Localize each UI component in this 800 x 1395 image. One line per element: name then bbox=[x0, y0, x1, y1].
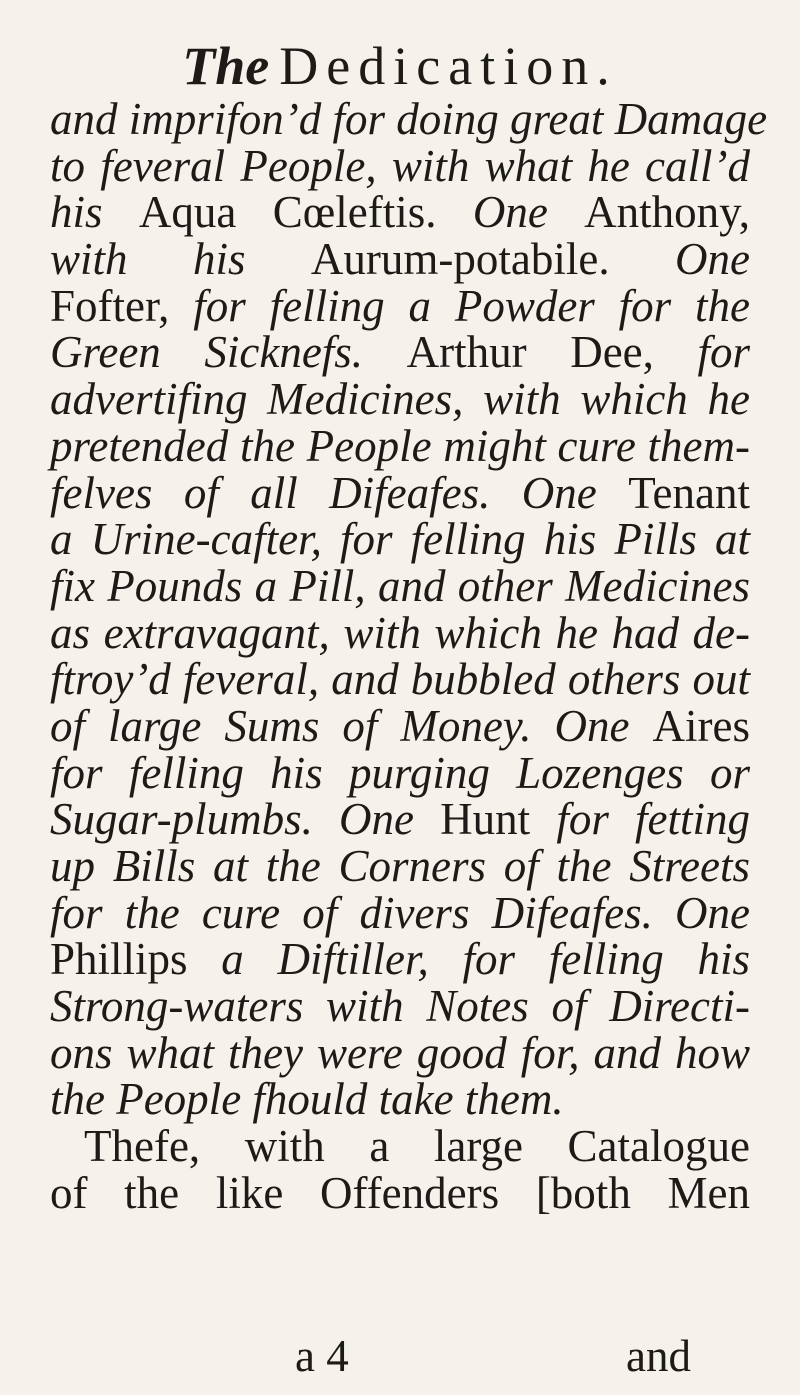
text-line bbox=[50, 843, 750, 890]
running-head-the: The bbox=[182, 36, 270, 96]
text-segment: with his bbox=[50, 234, 311, 285]
text-line bbox=[50, 329, 750, 376]
signature-mark: a 4 bbox=[295, 1331, 349, 1381]
text-segment: ons what they were good for, and how bbox=[50, 1027, 750, 1078]
text-line bbox=[50, 936, 750, 983]
text-segment: his bbox=[50, 187, 139, 238]
text-line bbox=[50, 1027, 750, 1078]
text-segment: for bbox=[697, 327, 750, 378]
text-segment: Phillips bbox=[50, 934, 222, 985]
text-line bbox=[50, 94, 768, 144]
text-segment: Strong-waters with Notes of Directi- bbox=[50, 981, 750, 1032]
text-segment: a Diftiller, for felling his bbox=[221, 934, 750, 985]
text-segment: Aires bbox=[652, 700, 750, 751]
page-footer bbox=[0, 1332, 800, 1380]
catchword: and bbox=[626, 1331, 691, 1381]
text-segment: Fofter, bbox=[50, 280, 194, 331]
text-segment: One bbox=[472, 187, 585, 238]
text-segment: fix Pounds a Pill, and other Medicines bbox=[50, 560, 750, 611]
text-segment: the People fhould take them. bbox=[50, 1074, 564, 1125]
text-line bbox=[50, 1123, 750, 1170]
text-segment: Thefe, with a large Catalogue bbox=[84, 1121, 750, 1172]
text-line bbox=[50, 467, 750, 518]
text-segment: Aqua Cœleftis. bbox=[138, 187, 473, 238]
text-segment: Tenant bbox=[628, 467, 750, 518]
text-line bbox=[50, 983, 750, 1030]
text-segment: of large Sums of Money. One bbox=[50, 700, 653, 751]
text-line bbox=[50, 516, 750, 563]
text-segment: Anthony, bbox=[584, 187, 750, 238]
text-segment: of the like Offenders [both Men bbox=[50, 1167, 750, 1218]
text-line bbox=[50, 607, 750, 658]
text-segment: pretended the People might cure them- bbox=[50, 420, 750, 471]
text-line bbox=[50, 700, 750, 751]
text-line bbox=[50, 656, 750, 703]
text-segment: for felling a Powder for the bbox=[193, 280, 751, 331]
text-line bbox=[50, 189, 750, 236]
text-segment: for fetting bbox=[556, 794, 751, 845]
text-segment: Hunt bbox=[440, 794, 557, 845]
text-segment: advertifing Medicines, with which he bbox=[50, 374, 750, 425]
text-segment: Green Sicknefs. bbox=[50, 327, 407, 378]
text-line bbox=[50, 376, 750, 423]
text-line bbox=[50, 796, 750, 843]
text-segment: Aurum-potabile. bbox=[310, 234, 675, 285]
text-segment: as extravagant, with which he had de- bbox=[50, 607, 750, 658]
text-segment: for felling his purging Lozenges or bbox=[50, 747, 750, 798]
text-segment: to feveral People, with what he call’d bbox=[50, 140, 750, 191]
text-segment: felves of all Difeafes. One bbox=[50, 467, 629, 518]
text-segment: a Urine-cafter, for felling his Pills at bbox=[50, 514, 750, 565]
text-line bbox=[50, 1076, 750, 1123]
text-line bbox=[50, 560, 750, 611]
text-segment: and imprifon’d for doing great Damage bbox=[50, 94, 768, 144]
text-line bbox=[50, 140, 750, 191]
text-line bbox=[50, 420, 750, 471]
text-segment: One bbox=[675, 234, 750, 285]
text-line bbox=[50, 280, 751, 331]
text-line bbox=[50, 236, 750, 283]
text-segment: for the cure of divers Difeafes. One bbox=[50, 887, 750, 938]
text-line bbox=[50, 747, 750, 798]
body-text bbox=[50, 94, 768, 1218]
text-segment: ftroy’d feveral, and bubbled others out bbox=[50, 654, 750, 705]
text-line bbox=[50, 887, 750, 938]
running-head bbox=[0, 36, 800, 96]
text-segment: Sugar-plumbs. One bbox=[50, 794, 441, 845]
text-segment: Arthur Dee, bbox=[406, 327, 698, 378]
running-head-title: Dedication. bbox=[279, 36, 618, 96]
text-segment: up Bills at the Corners of the Streets bbox=[50, 841, 750, 891]
text-line bbox=[50, 1167, 750, 1218]
